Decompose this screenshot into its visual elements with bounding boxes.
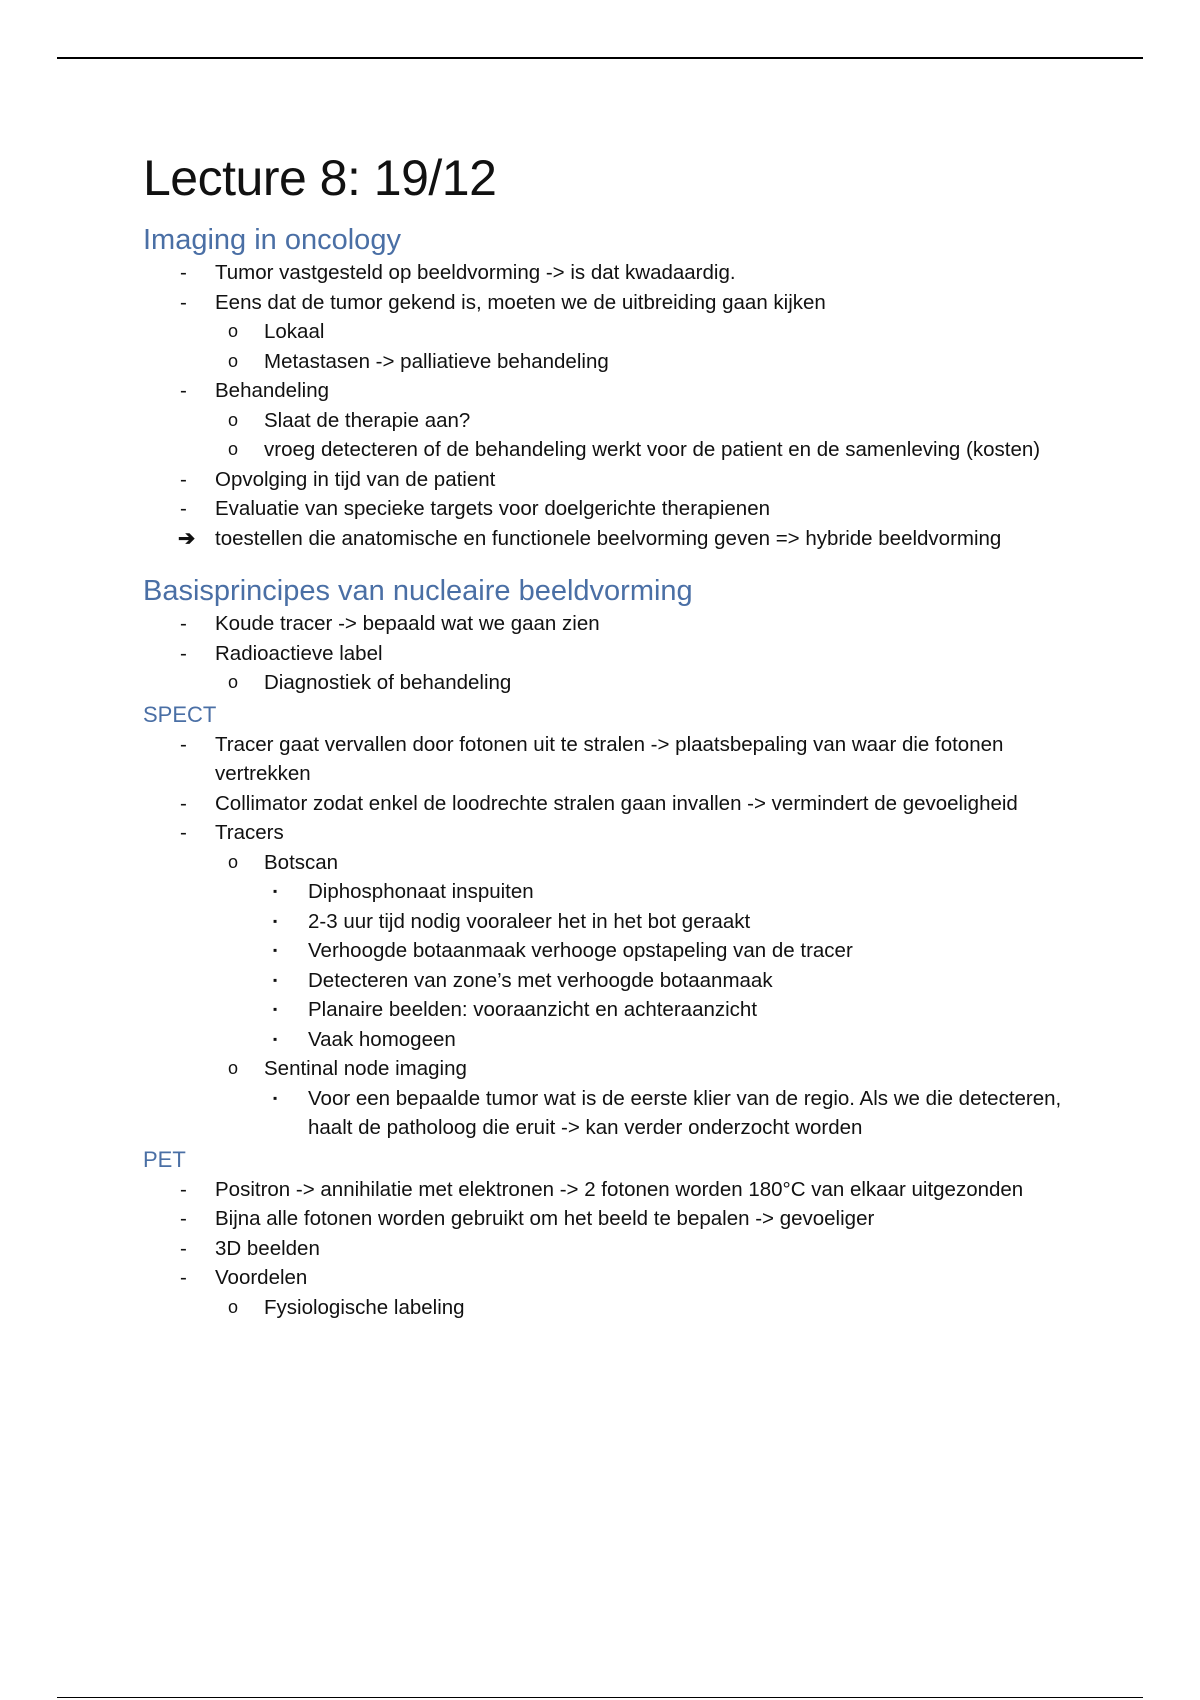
list-item: o Diagnostiek of behandeling (228, 671, 512, 694)
list-item: ▪ 2-3 uur tijd nodig vooraleer het in het bot geraakt (273, 909, 751, 933)
list-item: - Tumor vastgesteld op beeldvorming -> is dat kwadaardig. (180, 261, 736, 284)
arrow-icon: ➔ (178, 526, 196, 550)
list-item: o Metastasen -> palliatieve behandeling (228, 349, 609, 373)
list-item: - Opvolging in tijd van de patient (180, 467, 496, 491)
list-item: - 3D beelden (180, 1236, 320, 1260)
page-title: Lecture 8: 19/12 (143, 150, 497, 206)
list-item: - Positron -> annihilatie met elektronen -> 2 fotonen worden 180°C van elkaar uitgezonden (180, 1177, 1024, 1201)
list-basisprincipes (143, 609, 1103, 698)
list-item: - Voordelen (180, 1266, 308, 1289)
list-spect (143, 730, 1103, 1143)
list-item: - Eens dat de tumor gekend is, moeten we de uitbreiding gaan kijken (180, 290, 826, 314)
list-item: - Bijna alle fotonen worden gebruikt om het beeld te bepalen -> gevoeliger (180, 1207, 875, 1230)
list-item: o Slaat de therapie aan? (228, 408, 471, 432)
list-imaging (143, 258, 1103, 553)
list-item: - Evaluatie van specieke targets voor doelgerichte therapienen (180, 497, 770, 520)
list-item: - Behandeling (180, 379, 329, 402)
list-item: - Radioactieve label (180, 641, 383, 665)
heading-basisprincipes: Basisprincipes van nucleaire beeldvorming (143, 575, 693, 607)
document-body (143, 148, 1103, 1322)
list-item: o Sentinal node imaging (228, 1057, 467, 1080)
list-item: o vroeg detecteren of de behandeling werkt voor de patient en de samenleving (kosten) (228, 438, 1041, 461)
heading-spect: SPECT (143, 701, 217, 727)
list-item: - Koude tracer -> bepaald wat we gaan zien (180, 612, 600, 635)
list-item: o Lokaal (228, 320, 325, 343)
list-item: ➔ toestellen die anatomische en functionele beelvorming geven => hybride beeldvorming (143, 524, 1103, 554)
bottom-rule (57, 1697, 1143, 1698)
list-item: - Collimator zodat enkel de loodrechte stralen gaan invallen -> vermindert de gevoeligheid (180, 791, 1018, 815)
list-item: ▪ Detecteren van zone’s met verhoogde botaanmaak (273, 968, 773, 992)
heading-pet: PET (143, 1146, 186, 1172)
list-item: ▪ Planaire beelden: vooraanzicht en achteraanzicht (273, 998, 758, 1021)
list-item: ▪ Voor een bepaalde tumor wat is de eerste klier van de regio. Als we die detecteren, haalt de patholoog die eruit -> kan verder onderzocht worden (273, 1086, 1062, 1139)
top-rule (57, 57, 1143, 59)
list-item: ▪ Diphosphonaat inspuiten (273, 880, 534, 903)
list-item: - Tracers (180, 821, 284, 844)
list-pet (143, 1175, 1103, 1323)
heading-imaging-in-oncology: Imaging in oncology (143, 224, 401, 256)
list-item: o Fysiologische labeling (228, 1295, 465, 1319)
list-item: o Botscan (228, 850, 339, 874)
list-item: ▪ Vaak homogeen (273, 1027, 456, 1051)
list-item: ▪ Verhoogde botaanmaak verhooge opstapeling van de tracer (273, 939, 853, 962)
list-item: - Tracer gaat vervallen door fotonen uit te stralen -> plaatsbepaling van waar die fotonen vertrekken (180, 732, 1004, 785)
